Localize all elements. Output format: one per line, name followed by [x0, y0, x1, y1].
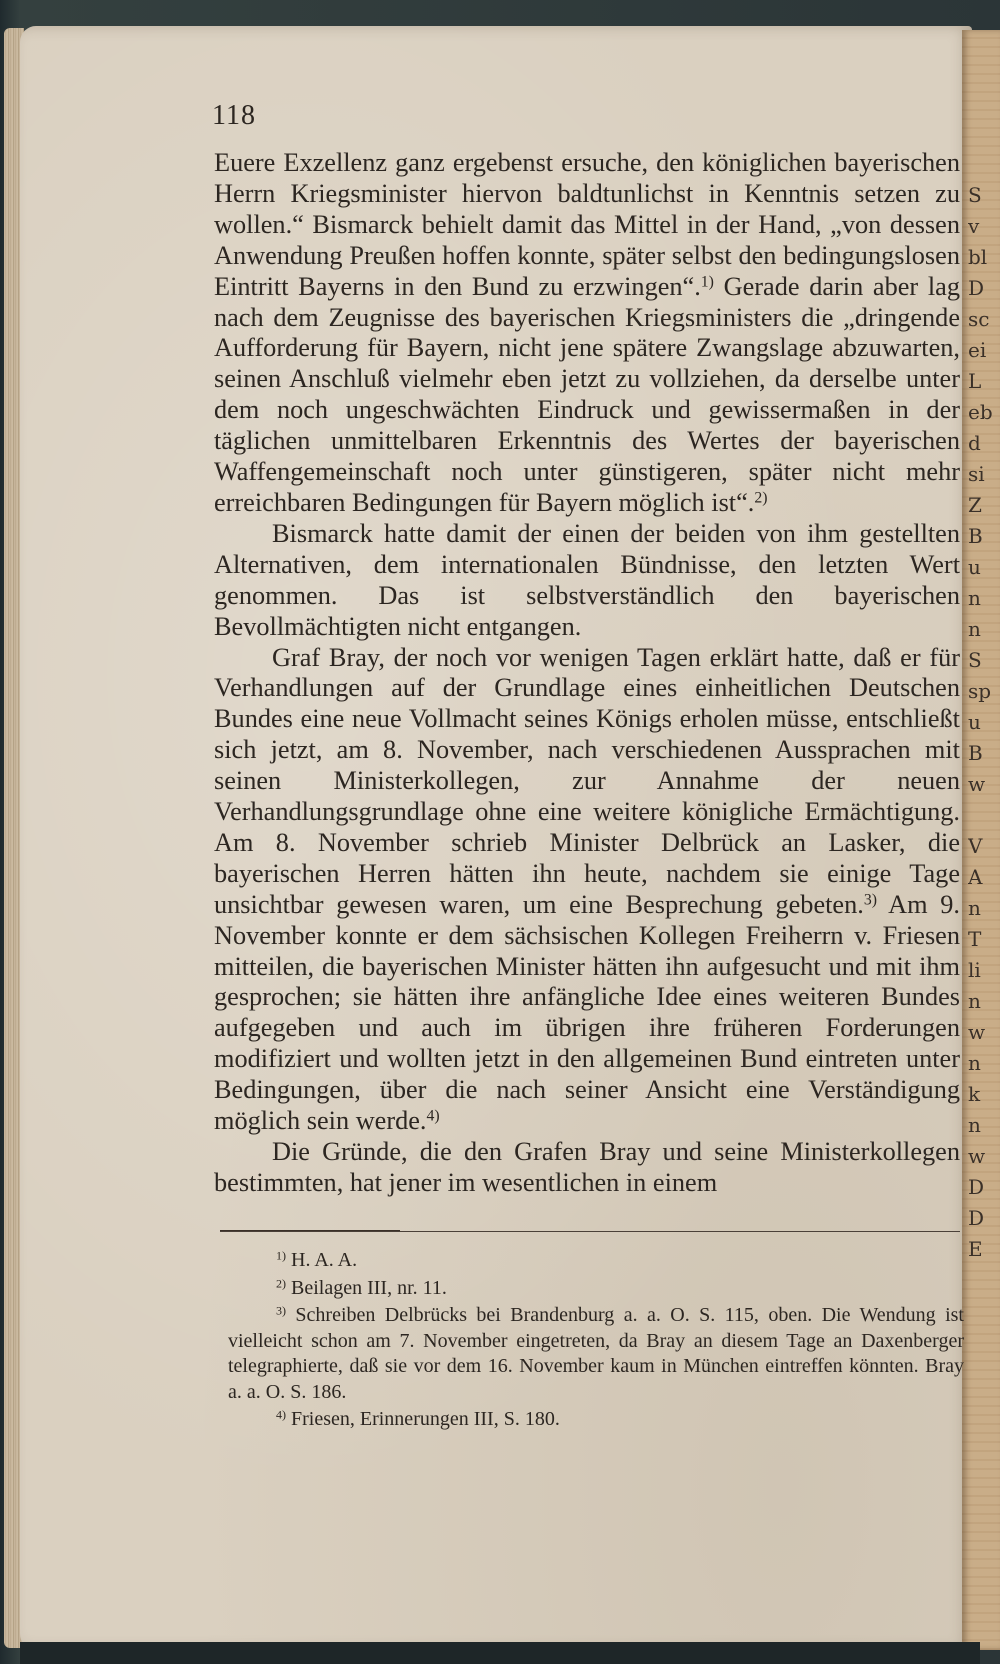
book-bottom-edge	[20, 1642, 980, 1664]
footnote	[228, 1248, 964, 1274]
footnote-text: Friesen, Erinnerungen III, S. 180.	[286, 1408, 560, 1430]
facing-page-letter: A	[968, 865, 983, 889]
paragraph	[214, 519, 960, 643]
paragraph	[214, 643, 960, 1138]
facing-page-letter: bl	[968, 245, 988, 269]
footnote-text: Schreiben Delbrücks bei Brandenburg a. a. O. S. 115, oben. Die Wendung ist vielleicht schon am 7. November eingetreten, da Bray an diesem Tage an Daxenberger telegraphierte, daß sie vor dem 16. November kaum in München eintreffen könnten. Bray a. a. O. S. 186.	[228, 1304, 964, 1403]
footnote-reference: 2)	[754, 489, 768, 507]
footnote-text: Beilagen III, nr. 11.	[286, 1276, 447, 1299]
footnote-reference: 1)	[700, 272, 714, 290]
paragraph	[214, 148, 960, 519]
paragraph-text: Graf Bray, der noch vor wenigen Tagen erklärt hatte, daß er für Verhandlungen auf der Grundlage eines einheitlichen Deutschen Bundes eine neue Vollmacht seines Königs erholen müsse, entschließt sich jetzt, am 8. November, nach verschiedenen Aussprachen mit seinen Ministerkollegen, zur Annahme der neuen Verhandlungsgrundlage ohne eine weitere königliche Ermächtigung. Am 8. November schrieb Minister Delbrück an Lasker, die bayerischen Herren hätten ihn heute, nachdem sie einige Tage unsichtbar gewesen waren, um eine Besprechung gebeten.	[214, 642, 960, 919]
footnote	[228, 1407, 964, 1433]
footnote-divider	[220, 1231, 960, 1232]
facing-page-letter: D	[968, 276, 985, 300]
facing-page-letter: B	[968, 741, 983, 765]
facing-page-letter: si	[968, 462, 985, 486]
facing-page-letter: Z	[968, 493, 982, 517]
footnote-mark: 1)	[276, 1248, 286, 1263]
body-text	[214, 148, 960, 1199]
facing-page-letter: n	[968, 1113, 981, 1137]
facing-page-letter: n	[968, 586, 981, 610]
footnote-reference: 4)	[426, 1107, 440, 1125]
facing-page-letter: sc	[968, 307, 990, 331]
facing-page-letter: S	[968, 648, 982, 672]
facing-page-letter: n	[968, 1051, 981, 1075]
page-number: 118	[212, 100, 256, 131]
facing-page-letter: D	[968, 1175, 985, 1199]
footnote-mark: 3)	[276, 1303, 286, 1318]
paragraph-text: Euere Exzellenz ganz ergebenst ersuche, den königlichen bayerischen Herrn Kriegsminister hiervon baldtunlichst in Kenntnis setzen zu wollen.“ Bismarck behielt damit das Mittel in der Hand, „von dessen Anwendung Preußen hoffen konnte, später selbst den bedingungslosen Eintritt Bayerns in den Bund zu erzwingen“.	[214, 148, 960, 301]
footnote	[228, 1303, 964, 1405]
facing-page-letter: n	[968, 989, 981, 1013]
facing-page-letter: D	[968, 1206, 985, 1230]
facing-page-letter: w	[968, 1144, 986, 1168]
facing-page-letter: sp	[968, 679, 992, 703]
footnotes	[228, 1248, 964, 1435]
facing-page-letter: n	[968, 896, 981, 920]
facing-page-letter: V	[968, 834, 983, 858]
facing-page-letter: k	[968, 1082, 981, 1106]
facing-page-letter: u	[968, 555, 981, 579]
facing-page-letter: li	[968, 958, 981, 982]
facing-page-letter: B	[968, 524, 983, 548]
facing-page-letter	[968, 800, 993, 831]
facing-page-letter: T	[968, 927, 982, 951]
footnote	[228, 1276, 964, 1302]
footnote-mark: 2)	[276, 1275, 286, 1290]
facing-page-letter: eb	[968, 400, 993, 424]
facing-page-letter: w	[968, 1020, 986, 1044]
facing-page-letter: w	[968, 772, 986, 796]
facing-page-letter: ei	[968, 338, 987, 362]
facing-page-letter: S	[968, 183, 982, 207]
footnote-text: H. A. A.	[286, 1249, 358, 1271]
footnote-reference: 3)	[863, 891, 877, 909]
paragraph-text: Am 9. November konnte er dem sächsischen Kollegen Freiherrn v. Friesen mitteilen, die bayerischen Minister hätten ihn aufgesucht und mit ihm gesprochen; sie hätten ihre anfängliche Idee eines weiteren Bundes aufgegeben und auch im übrigen ihre früheren Forderungen modifiziert und wollten jetzt in den allgemeinen Bund eintreten unter Bedingungen, über die nach seiner Ansicht eine Verständigung möglich sein werde.	[214, 889, 960, 1136]
facing-page-letter: L	[968, 369, 982, 393]
facing-page-letters	[968, 180, 993, 1265]
footnote-mark: 4)	[276, 1407, 286, 1422]
paragraph-text: Bismarck hatte damit der einen der beiden von ihm gestellten Alternativen, dem internationalen Bündnisse, den letzten Wert genommen. Das ist selbstverständlich den bayerischen Bevollmächtigten nicht entgangen.	[214, 518, 960, 641]
facing-page-letter: v	[968, 214, 980, 238]
facing-page-letter: u	[968, 710, 981, 734]
facing-page-letter: E	[968, 1237, 983, 1261]
paragraph	[214, 1137, 960, 1199]
facing-page-letter: n	[968, 617, 981, 641]
paragraph-text: Gerade darin aber lag nach dem Zeugnisse des bayerischen Kriegsministers die „dringende Aufforderung für Bayern, nicht jene spätere Zwangslage abzuwarten, seinen Anschluß vielmehr eben jetzt zu vollziehen, da derselbe unter dem noch ungeschwächten Eindruck und gewissermaßen in der täglichen unmittelbaren Erkenntnis des Wertes der bayerischen Waffengemeinschaft noch unter günstigeren, später nicht mehr erreichbaren Bedingungen für Bayern möglich ist“.	[214, 271, 960, 517]
facing-page-edge	[962, 30, 1000, 1650]
facing-page-letter: d	[968, 431, 981, 455]
paragraph-text: Die Gründe, die den Grafen Bray und seine Ministerkollegen bestimmten, hat jener im wesentlichen in einem	[214, 1137, 960, 1197]
